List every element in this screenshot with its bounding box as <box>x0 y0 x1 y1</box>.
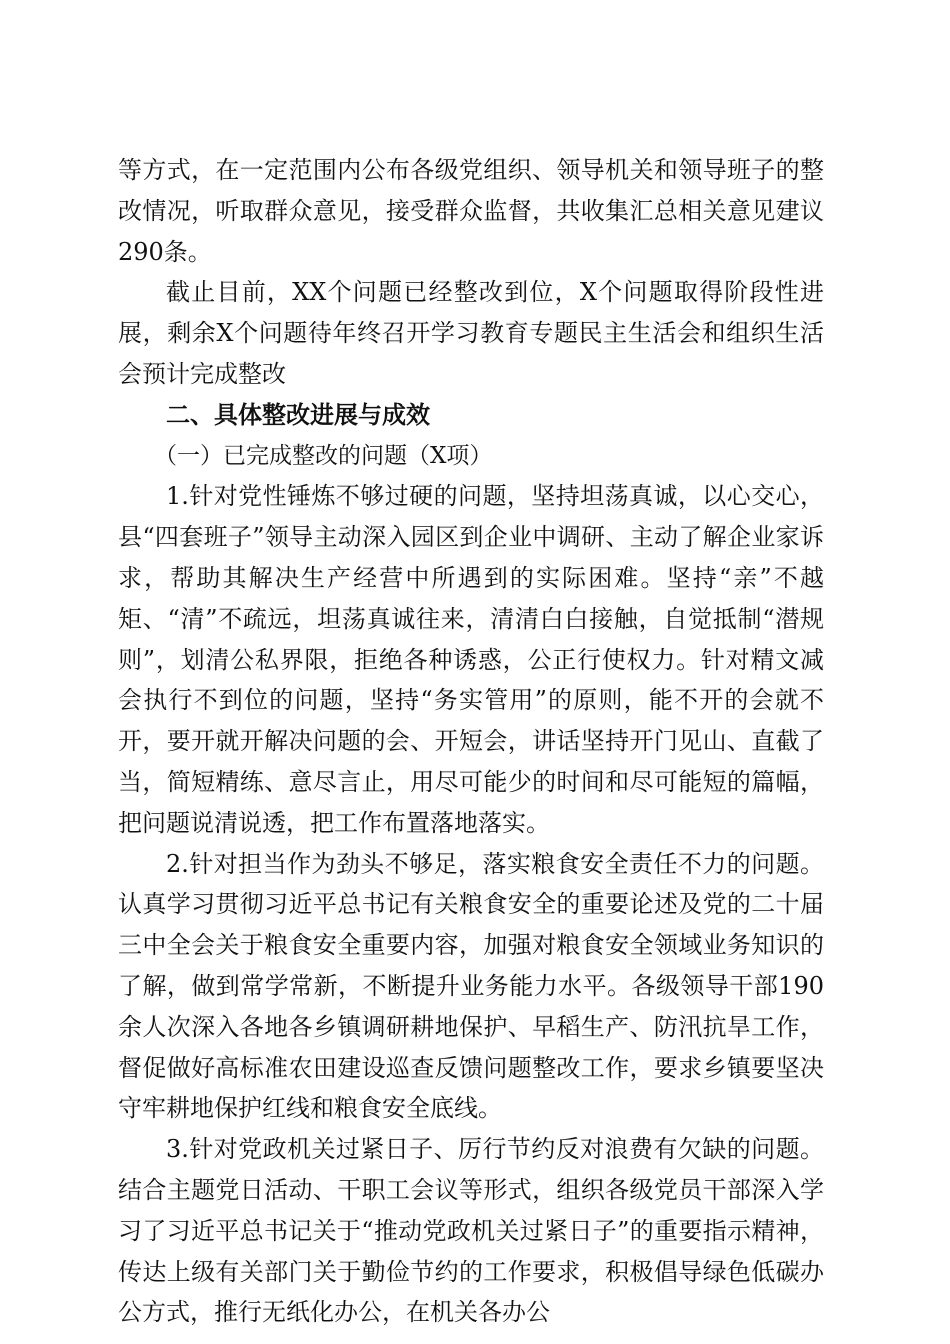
paragraph-item-2: 2.针对担当作为劲头不够足，落实粮食安全责任不力的问题。认真学习贯彻习近平总书记有关粮食安全的重要论述及党的二十届三中全会关于粮食安全重要内容，加强对粮食安全领域业务知识的了解，做到常学常新，不断提升业务能力水平。各级领导干部190余人次深入各地各乡镇调研耕地保护、早稻生产、防汛抗旱工作，督促做好高标准农田建设巡查反馈问题整改工作，要求乡镇要坚决守牢耕地保护红线和粮食安全底线。 <box>118 849 824 1123</box>
section-heading: 二、具体整改进展与成效 <box>166 400 430 429</box>
paragraph-progress-summary: 截止目前，XX个问题已经整改到位，X个问题取得阶段性进展，剩余X个问题待年终召开学习教育专题民主生活会和组织生活会预计完成整改 <box>118 278 824 388</box>
document-body <box>118 150 824 1333</box>
paragraph-item-3: 3.针对党政机关过紧日子、厉行节约反对浪费有欠缺的问题。结合主题党日活动、干职工会议等形式，组织各级党员干部深入学习了习近平总书记关于“推动党政机关过紧日子”的重要指示精神，传达上级有关部门关于勤俭节约的工作要求，积极倡导绿色低碳办公方式，推行无纸化办公，在机关各办公 <box>118 1135 824 1327</box>
paragraph-continued: 等方式，在一定范围内公布各级党组织、领导机关和领导班子的整改情况，听取群众意见，接受群众监督，共收集汇总相关意见建议290条。 <box>118 156 824 266</box>
paragraph-item-1: 1.针对党性锤炼不够过硬的问题，坚持坦荡真诚，以心交心，县“四套班子”领导主动深入园区到企业中调研、主动了解企业家诉求，帮助其解决生产经营中所遇到的实际困难。坚持“亲”不越矩、“清”不疏远，坦荡真诚往来，清清白白接触，自觉抵制“潜规则”，划清公私界限，拒绝各种诱惑，公正行使权力。针对精文减会执行不到位的问题，坚持“务实管用”的原则，能不开的会就不开，要开就开解决问题的会、开短会，讲话坚持开门见山、直截了当，简短精练、意尽言止，用尽可能少的时间和尽可能短的篇幅，把问题说清说透，把工作布置落地落实。 <box>118 482 824 837</box>
subsection-heading: （一）已完成整改的问题（X项） <box>154 442 493 469</box>
